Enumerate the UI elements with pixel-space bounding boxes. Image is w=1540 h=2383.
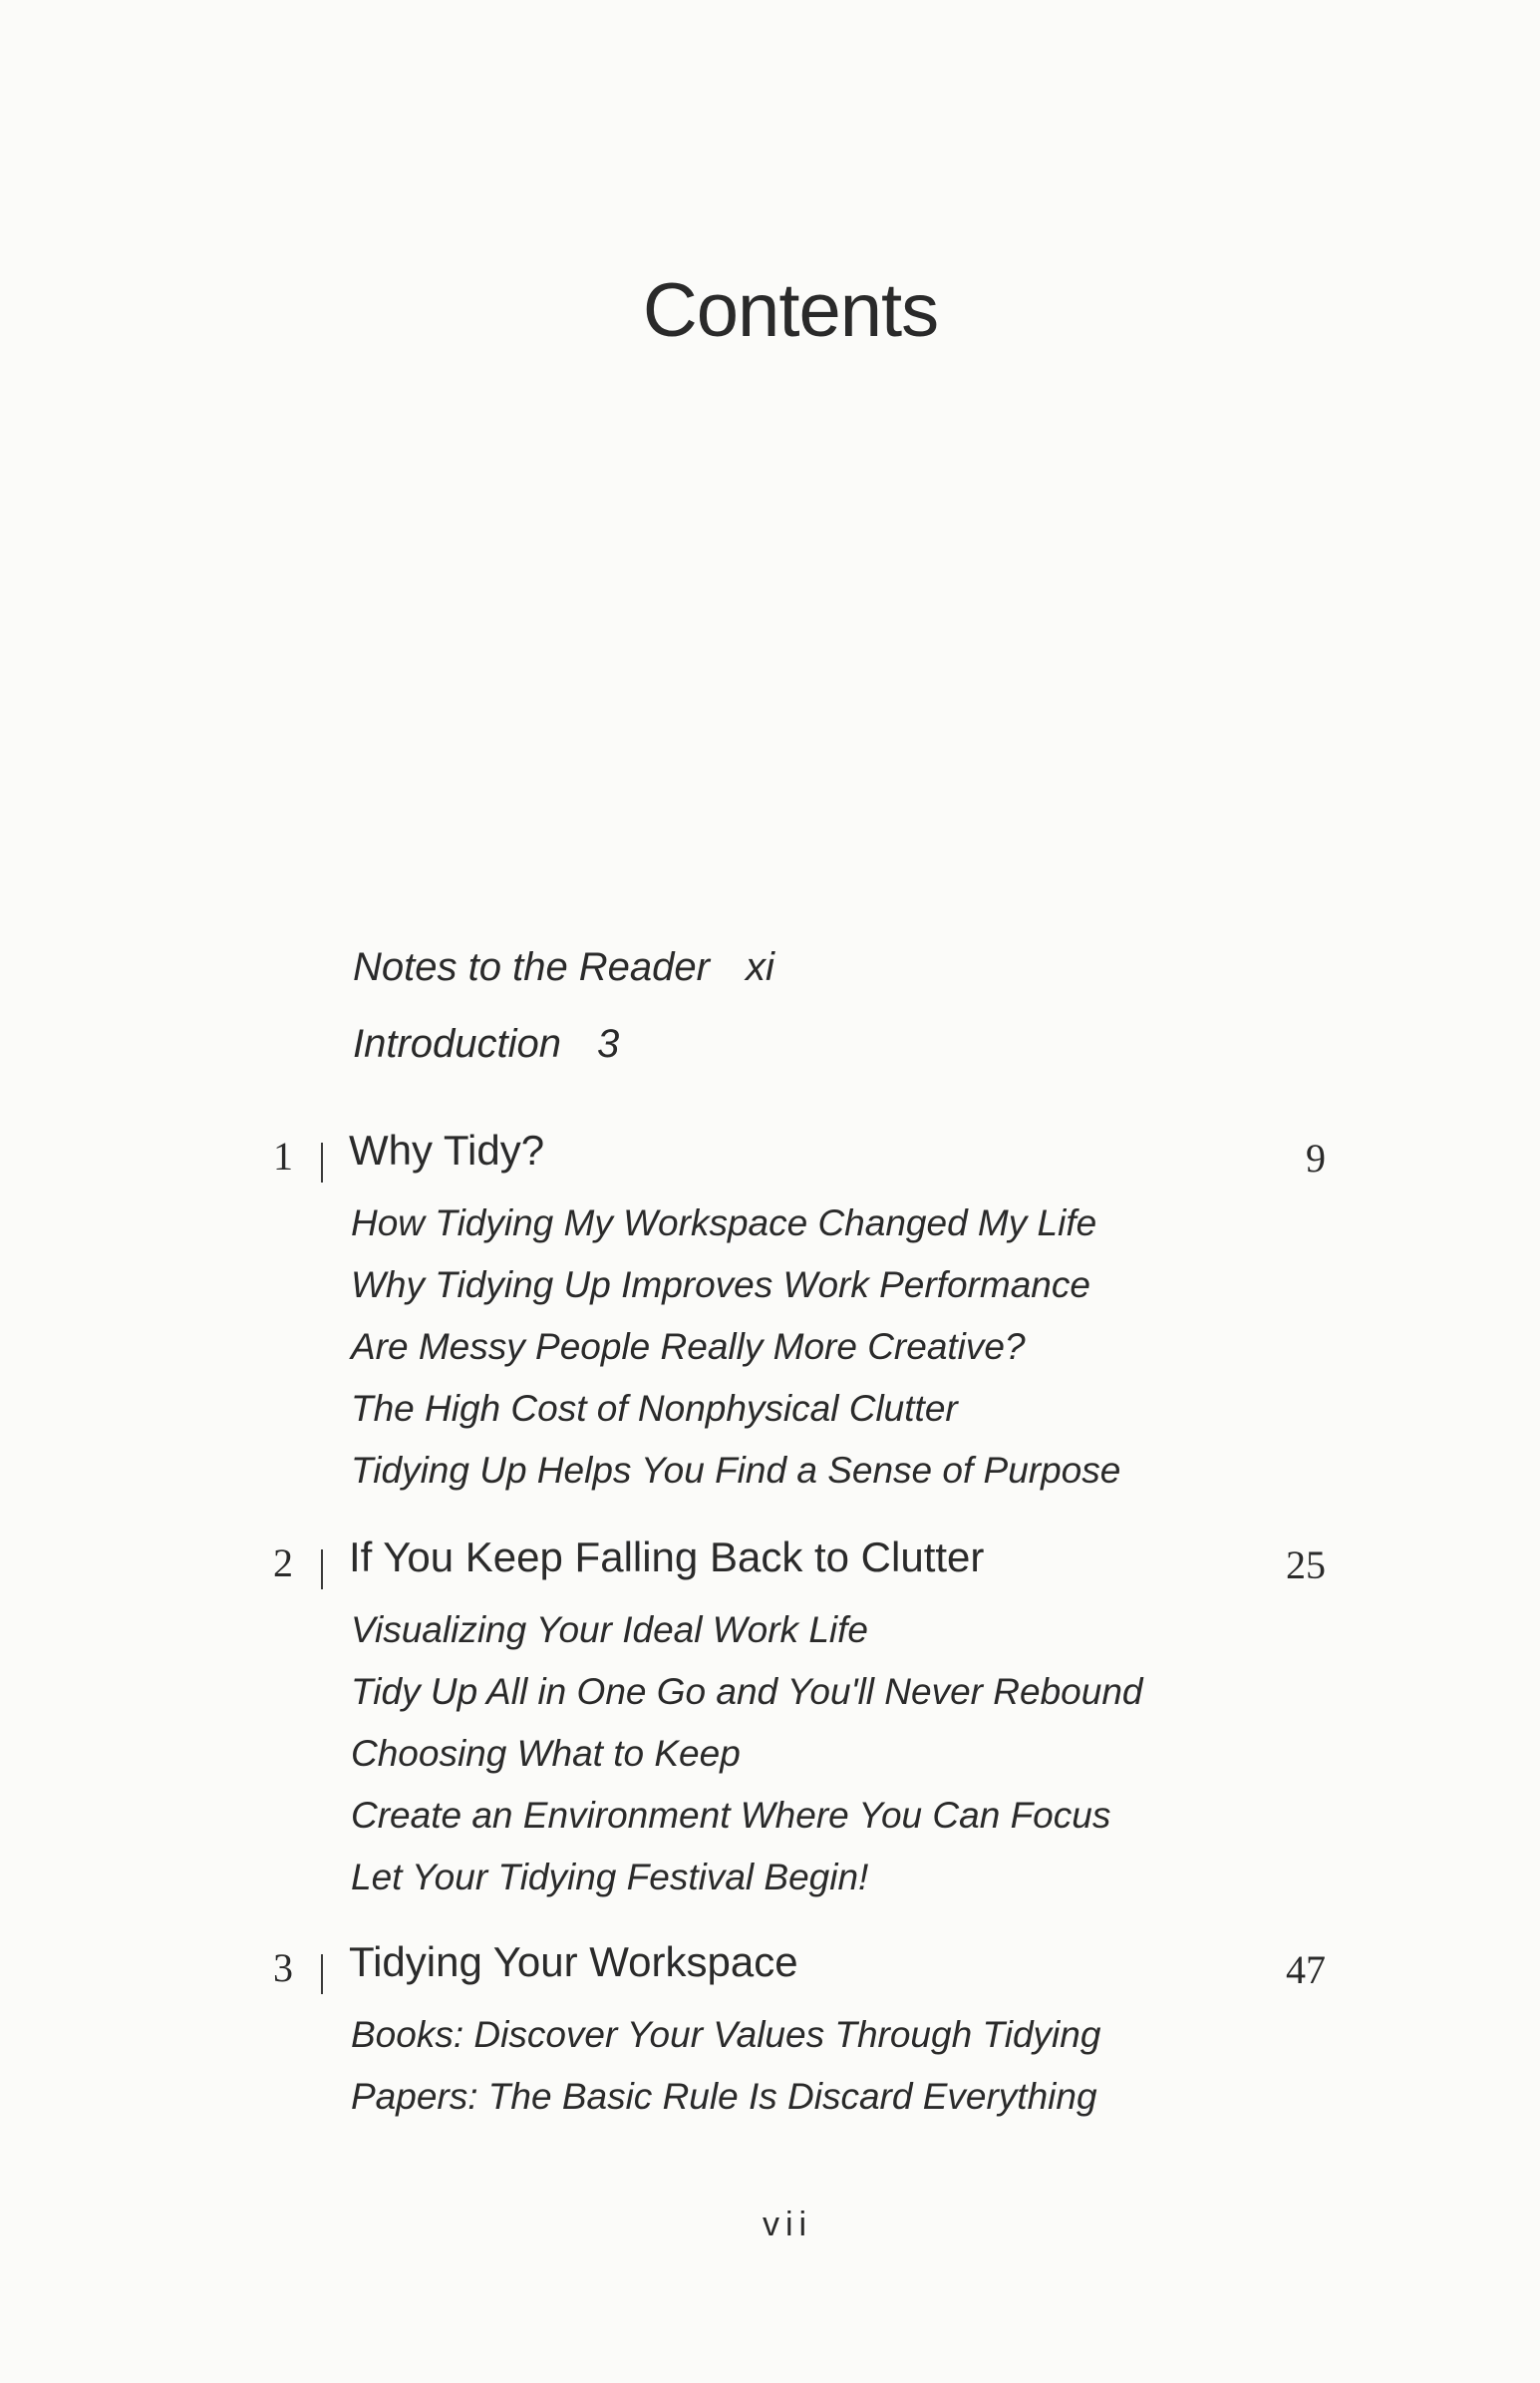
section-item: Papers: The Basic Rule Is Discard Everything <box>351 2076 1097 2117</box>
chapter-divider <box>321 1143 323 1183</box>
section-item: Visualizing Your Ideal Work Life <box>351 1609 868 1650</box>
section-item: Are Messy People Really More Creative? <box>351 1326 1026 1367</box>
section-item: Why Tidying Up Improves Work Performance <box>351 1264 1090 1305</box>
page-title: Contents <box>642 268 939 353</box>
section-item: Tidying Up Helps You Find a Sense of Purpose <box>351 1450 1121 1491</box>
section-item: Choosing What to Keep <box>351 1733 741 1774</box>
chapter-number: 3 <box>273 1945 293 1990</box>
section-list <box>351 1192 1120 1502</box>
front-matter-entry <box>353 945 774 990</box>
front-matter-title: Notes to the Reader <box>353 945 710 989</box>
chapter-title: If You Keep Falling Back to Clutter <box>349 1533 985 1580</box>
section-item: Create an Environment Where You Can Focus <box>351 1795 1111 1836</box>
chapter-title: Tidying Your Workspace <box>349 1938 798 1985</box>
front-matter-page: 3 <box>597 1022 620 1066</box>
section-list <box>351 1599 1142 1908</box>
chapter-page: 25 <box>1286 1542 1326 1587</box>
section-list <box>351 2004 1100 2128</box>
front-matter-title: Introduction <box>353 1022 562 1066</box>
section-item: Books: Discover Your Values Through Tidying <box>351 2014 1101 2055</box>
chapter-number: 2 <box>273 1540 293 1585</box>
chapter-title: Why Tidy? <box>349 1127 545 1174</box>
page-number: vii <box>762 2206 813 2243</box>
section-item: The High Cost of Nonphysical Clutter <box>351 1388 958 1429</box>
chapter-divider <box>321 1954 323 1994</box>
section-item: Let Your Tidying Festival Begin! <box>351 1857 869 1897</box>
section-item: Tidy Up All in One Go and You'll Never Rebound <box>351 1671 1143 1712</box>
front-matter-entry <box>353 1022 619 1067</box>
chapter-page: 9 <box>1306 1136 1326 1181</box>
front-matter-page: xi <box>746 945 774 989</box>
chapter-divider <box>321 1549 323 1589</box>
chapter-page: 47 <box>1286 1947 1326 1992</box>
section-item: How Tidying My Workspace Changed My Life <box>351 1202 1097 1243</box>
chapter-number: 1 <box>273 1134 293 1179</box>
